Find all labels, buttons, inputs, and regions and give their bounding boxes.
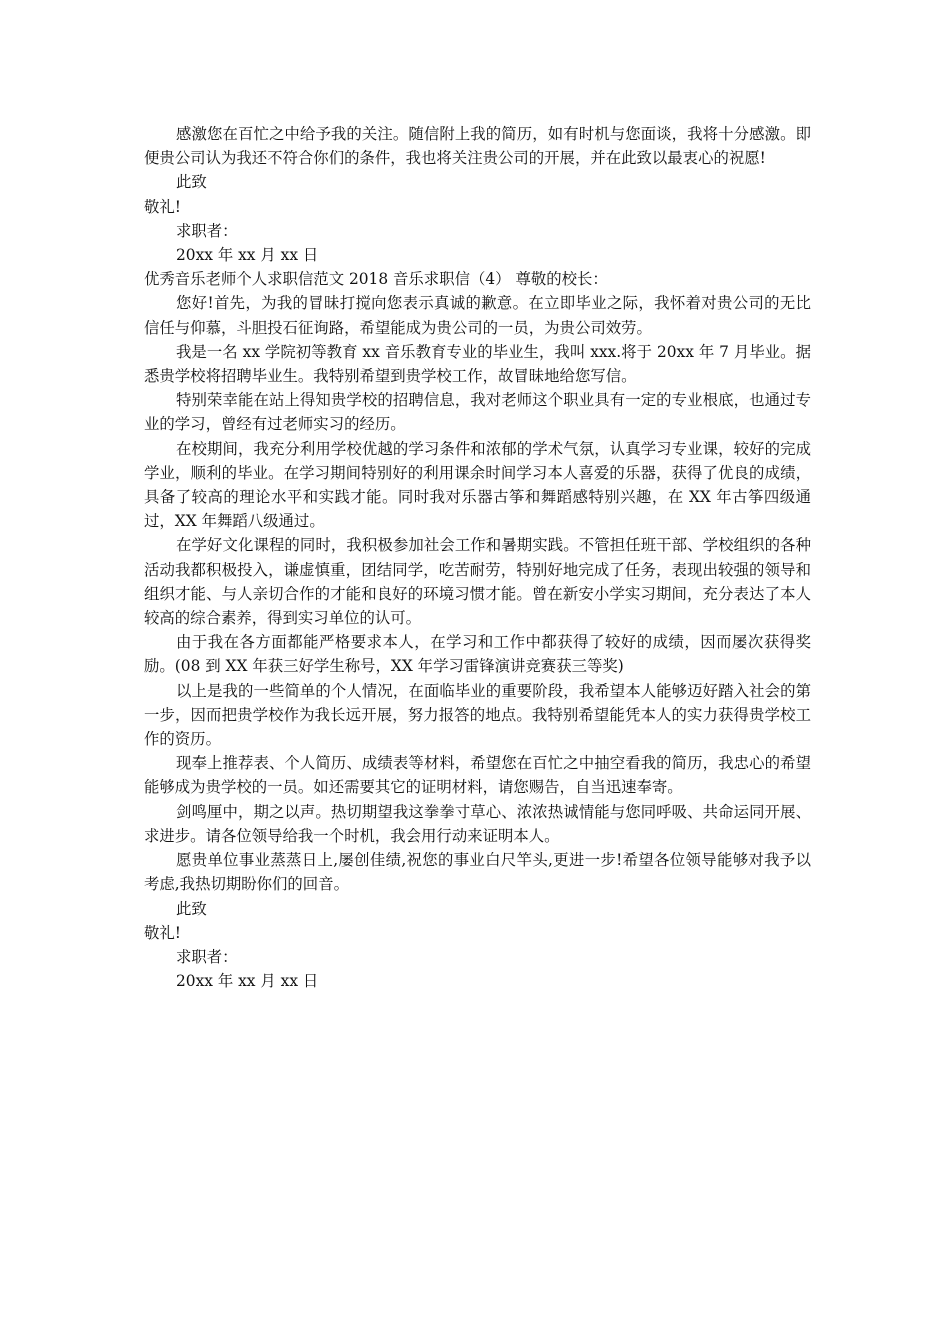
signature-date-2: 20xx 年 xx 月 xx 日	[176, 972, 319, 991]
paragraph-summary: 以上是我的一些简单的个人情况，在面临毕业的重要阶段，我希望本人能够迈好踏入社会的第一步，因而把贵学校作为我长远开展，努力报答的地点。我特别希望能凭本人的实力获得贵学校工作的资历。	[144, 681, 811, 749]
paragraph-hope: 剑鸣厘中，期之以声。热切期望我这拳拳寸草心、浓浓热诚情能与您同呼吸、共命运同开展、求进步。请各位领导给我一个时机，我会用行动来证明本人。	[144, 802, 811, 845]
paragraph-closing-thanks: 感激您在百忙之中给予我的关注。随信附上我的简历，如有时机与您面谈，我将十分感激。即便贵公司认为我还不符合你们的条件，我也将关注贵公司的开展，并在此致以最衷心的祝愿!	[144, 125, 811, 168]
salutation-cizhi-2: 此致	[176, 899, 207, 918]
paragraph-materials: 现奉上推荐表、个人简历、成绩表等材料，希望您在百忙之中抽空看我的简历，我忠心的希望能够成为贵学校的一员。如还需要其它的证明材料，请您赐告，自当迅速奉寄。	[144, 754, 811, 797]
paragraph-awards: 由于我在各方面都能严格要求本人，在学习和工作中都获得了较好的成绩，因而屡次获得奖励。(08 到 XX 年获三好学生称号，XX 年学习雷锋演讲竞赛获三等奖)	[144, 633, 811, 676]
document-body	[144, 122, 811, 993]
paragraph-motivation: 特别荣幸能在站上得知贵学校的招聘信息，我对老师这个职业具有一定的专业根底，也通过专业的学习，曾经有过老师实习的经历。	[144, 391, 811, 434]
paragraph-studies: 在校期间，我充分利用学校优越的学习条件和浓郁的学术气氛，认真学习专业课，较好的完成学业，顺利的毕业。在学习期间特别好的利用课余时间学习本人喜爱的乐器，获得了优良的成绩，具备了较高的理论水平和实践才能。同时我对乐器古筝和舞蹈感特别兴趣，在 XX 年古筝四级通过，XX 年舞蹈八级通过。	[144, 439, 811, 531]
signature-applicant-2: 求职者：	[176, 947, 238, 966]
paragraph-greeting: 您好!首先，为我的冒昧打搅向您表示真诚的歉意。在立即毕业之际，我怀着对贵公司的无比信任与仰慕，斗胆投石征询路，希望能成为贵公司的一员，为贵公司效劳。	[144, 294, 811, 337]
salutation-cizhi: 此致	[176, 173, 207, 192]
signature-date: 20xx 年 xx 月 xx 日	[176, 246, 319, 265]
signature-applicant: 求职者：	[176, 221, 238, 240]
paragraph-wishes: 愿贵单位事业蒸蒸日上,屡创佳绩,祝您的事业白尺竿头,更进一步!希望各位领导能够对我予以考虑,我热切期盼你们的回音。	[144, 851, 811, 894]
paragraph-introduction: 我是一名 xx 学院初等教育 xx 音乐教育专业的毕业生，我叫 xxx.将于 20xx 年 7 月毕业。据悉贵学校将招聘毕业生。我特别希望到贵学校工作，故冒昧地给您写信。	[144, 342, 811, 386]
salutation-jingli: 敬礼!	[144, 197, 181, 216]
paragraph-activities: 在学好文化课程的同时，我积极参加社会工作和暑期实践。不管担任班干部、学校组织的各种活动我都积极投入，谦虚慎重，团结同学，吃苦耐劳，特别好地完成了任务，表现出较强的领导和组织才能、与人亲切合作的才能和良好的环境习惯才能。曾在新安小学实习期间，充分表达了本人较高的综合素养，得到实习单位的认可。	[144, 536, 811, 628]
letter-heading: 优秀音乐老师个人求职信范文 2018 音乐求职信（4） 尊敬的校长：	[144, 270, 608, 289]
salutation-jingli-2: 敬礼!	[144, 923, 181, 942]
